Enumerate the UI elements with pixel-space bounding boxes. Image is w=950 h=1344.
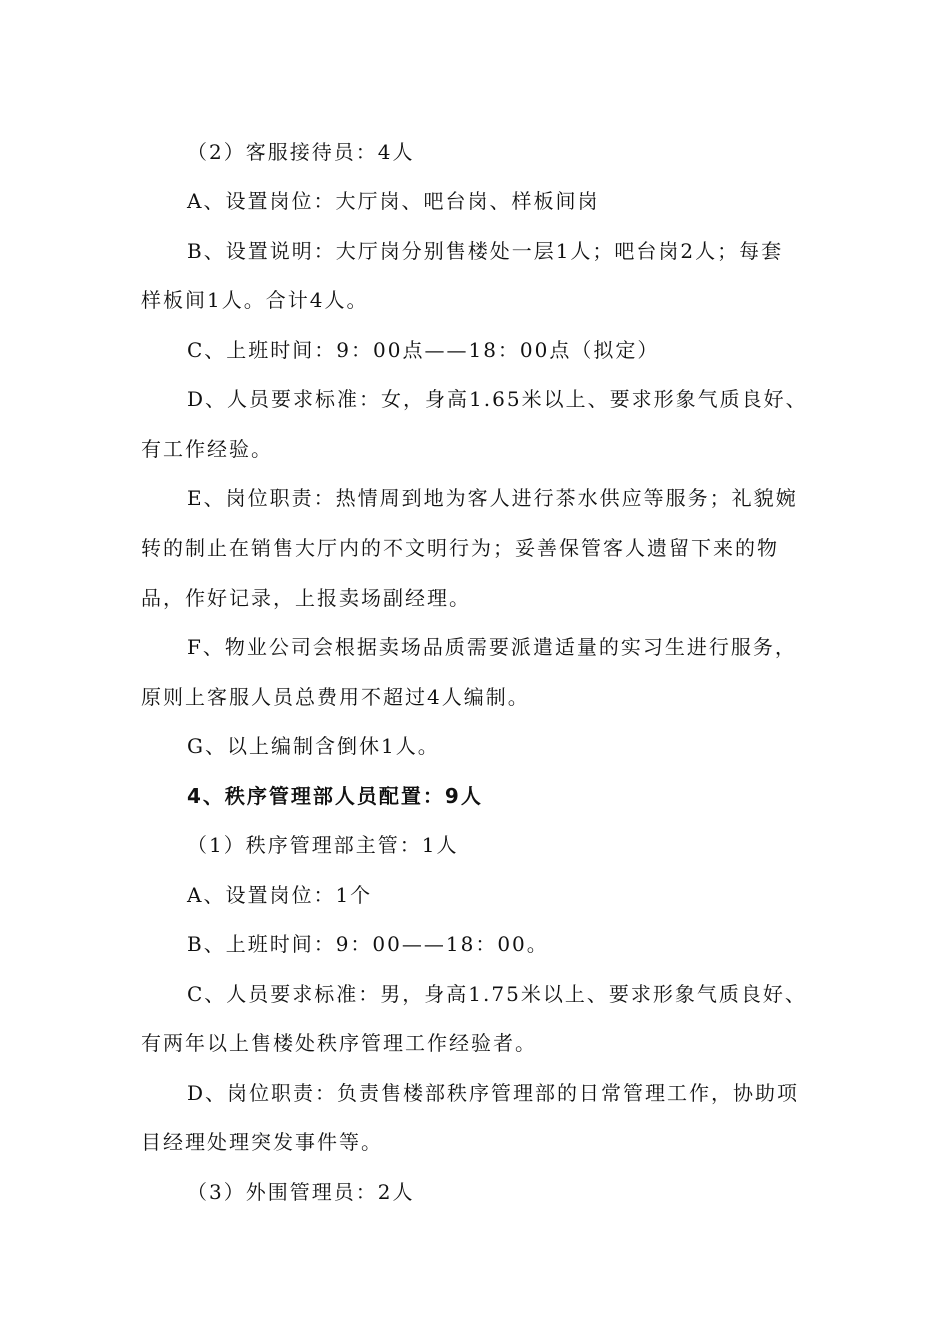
paragraph-line: A、设置岗位：大厅岗、吧台岗、样板间岗 <box>187 189 600 213</box>
paragraph-line: D、岗位职责：负责售楼部秩序管理部的日常管理工作，协助项 <box>187 1081 800 1105</box>
paragraph-line: 有两年以上售楼处秩序管理工作经验者。 <box>141 1031 537 1055</box>
subsection-heading: （1）秩序管理部主管：1人 <box>187 833 459 857</box>
paragraph-line: 有工作经验。 <box>141 437 273 461</box>
subsection-heading: （2）客服接待员：4人 <box>187 140 415 164</box>
section-heading: 4、秩序管理部人员配置：9人 <box>187 784 483 808</box>
paragraph-line: E、岗位职责：热情周到地为客人进行茶水供应等服务；礼貌婉 <box>187 486 798 510</box>
paragraph-line: 转的制止在销售大厅内的不文明行为；妥善保管客人遗留下来的物 <box>141 536 779 560</box>
paragraph-line: 品，作好记录，上报卖场副经理。 <box>141 586 471 610</box>
paragraph-line: 原则上客服人员总费用不超过4人编制。 <box>141 685 530 709</box>
paragraph-line: B、设置说明：大厅岗分别售楼处一层1人；吧台岗2人；每套 <box>187 239 784 263</box>
paragraph-line: A、设置岗位：1个 <box>187 883 373 907</box>
subsection-heading: （3）外围管理员：2人 <box>187 1180 415 1204</box>
paragraph-line: D、人员要求标准：女，身高1.65米以上、要求形象气质良好、 <box>187 387 808 411</box>
paragraph-line: 样板间1人。合计4人。 <box>141 288 369 312</box>
paragraph-line: C、人员要求标准：男，身高1.75米以上、要求形象气质良好、 <box>187 982 807 1006</box>
paragraph-line: G、以上编制含倒休1人。 <box>187 734 440 758</box>
paragraph-line: B、上班时间：9：00——18：00。 <box>187 932 549 956</box>
paragraph-line: 目经理处理突发事件等。 <box>141 1130 383 1154</box>
paragraph-line: C、上班时间：9：00点——18：00点（拟定） <box>187 338 660 362</box>
paragraph-line: F、物业公司会根据卖场品质需要派遣适量的实习生进行服务， <box>187 635 797 659</box>
